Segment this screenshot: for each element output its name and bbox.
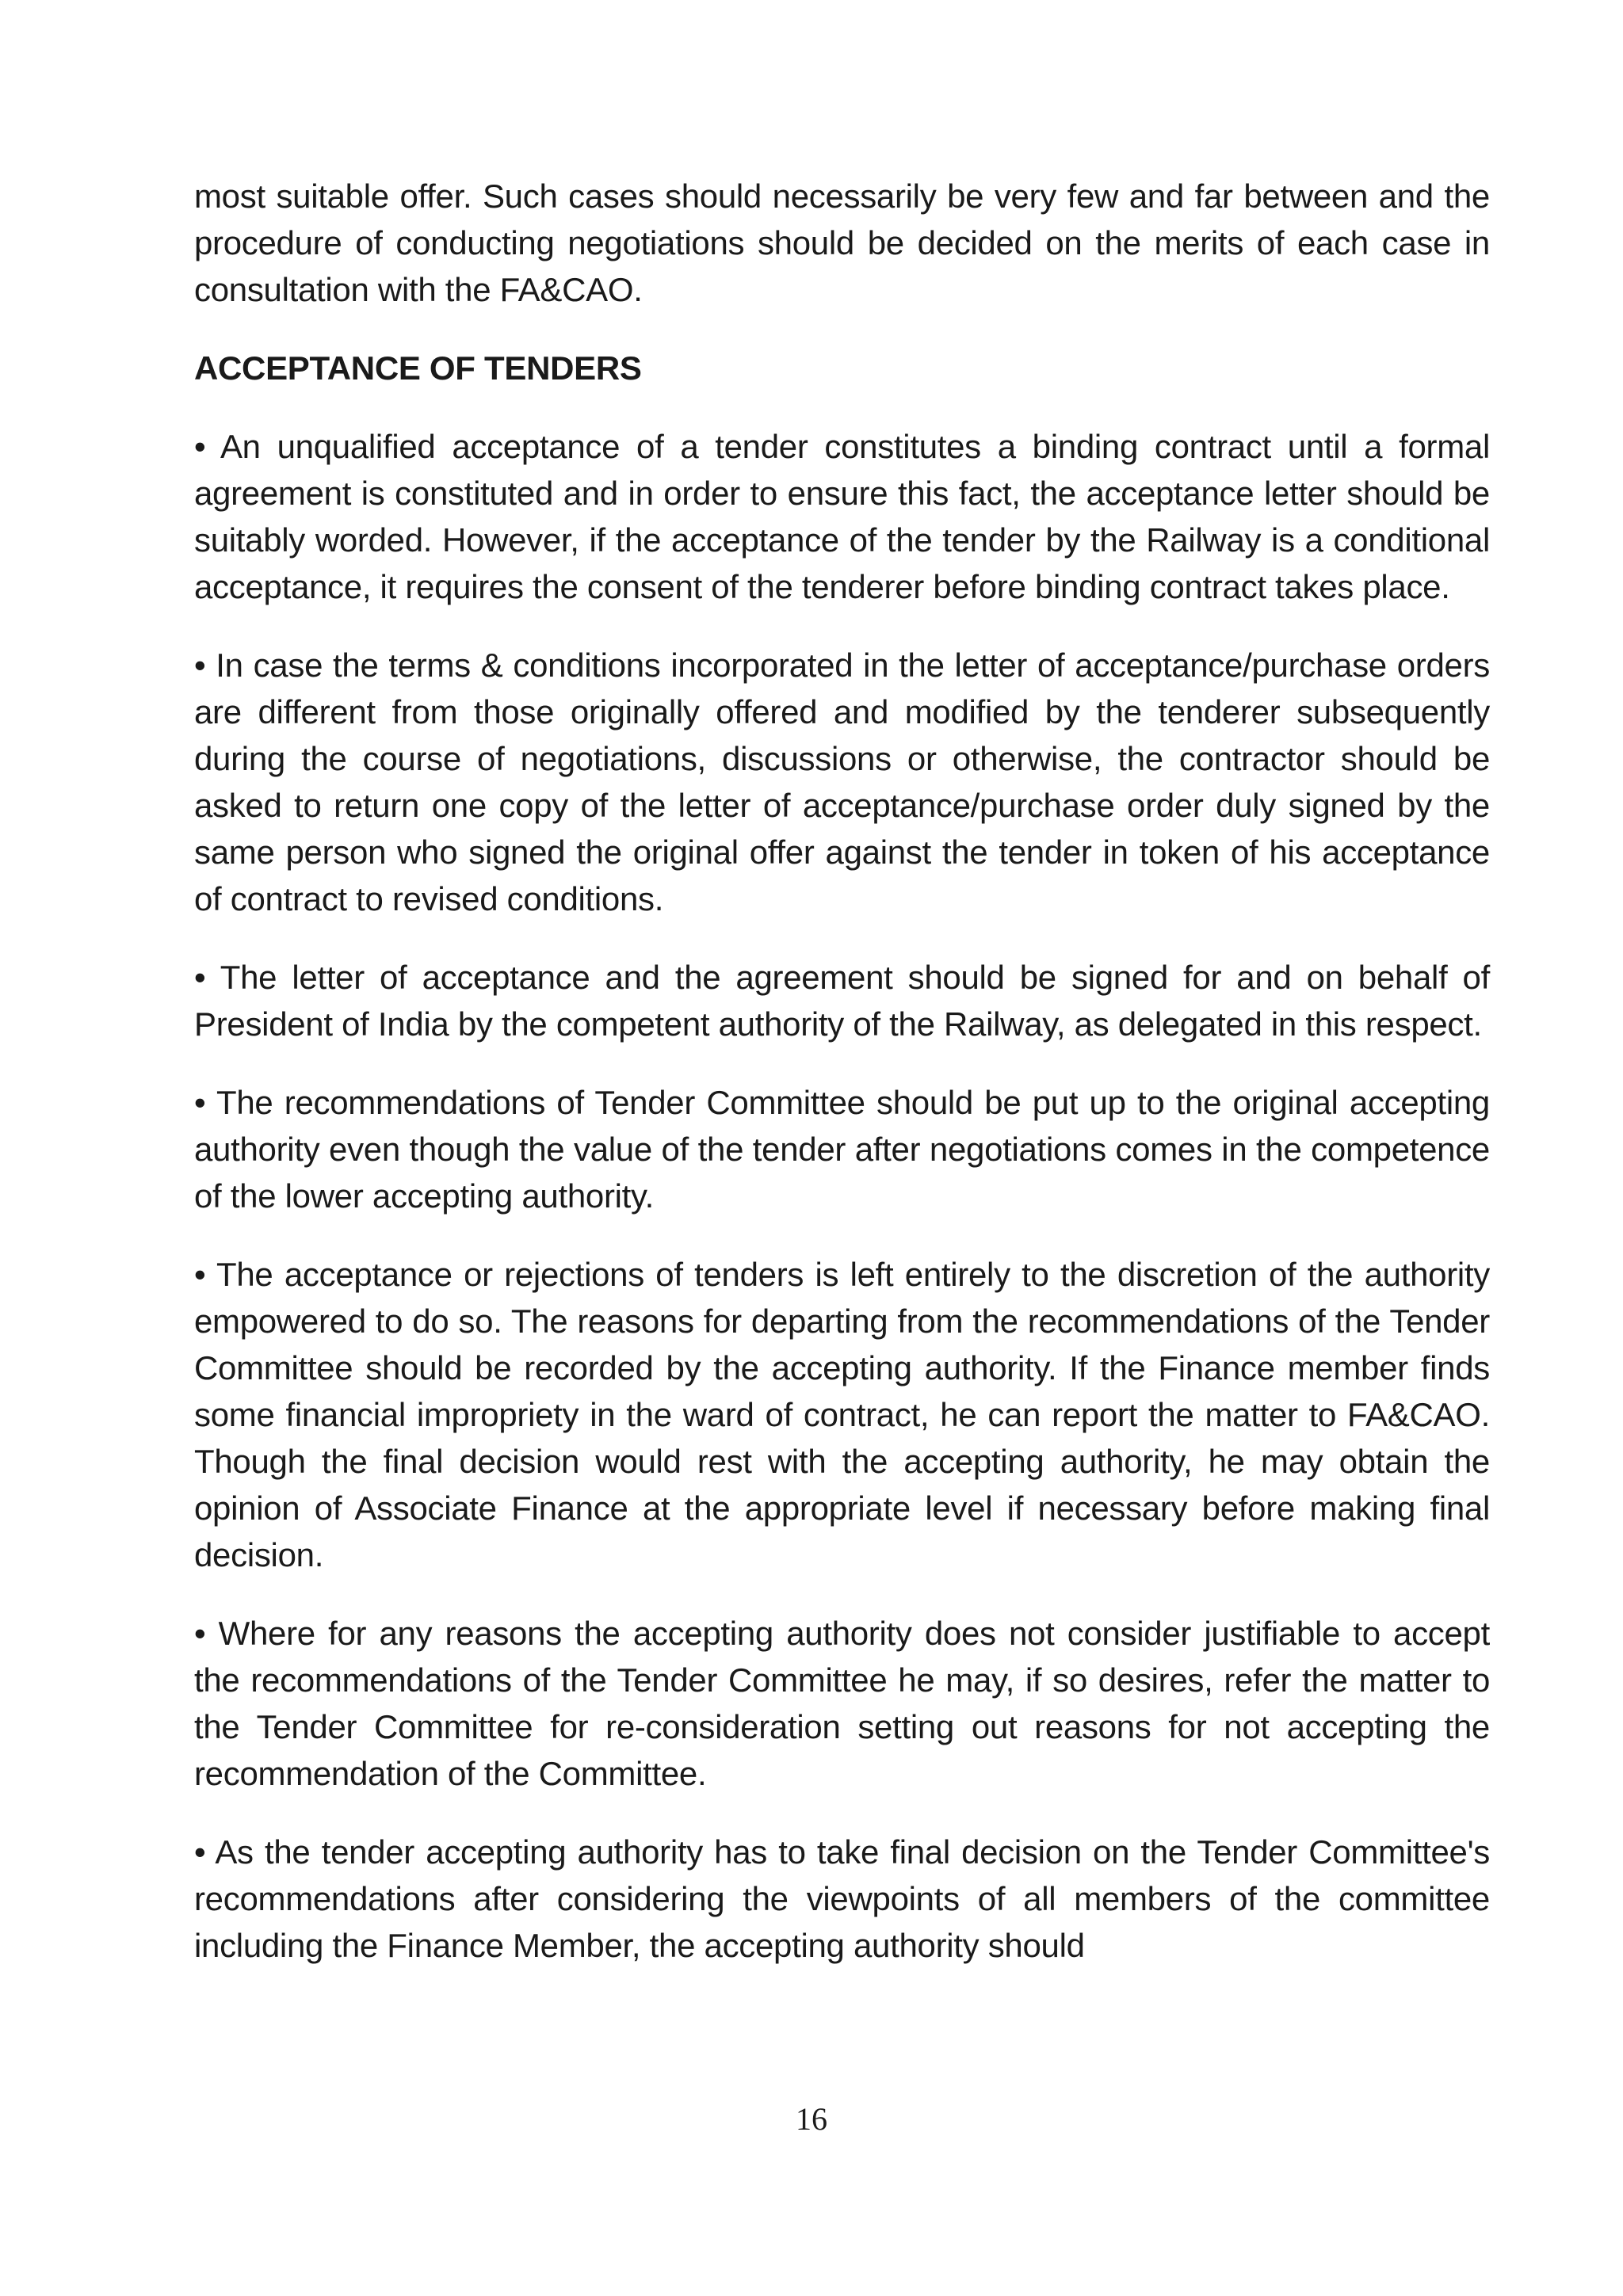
bullet-paragraph: • The letter of acceptance and the agreement should be signed for and on behalf of President of India by the competent authority of the Railway, as delegated in this respect.: [194, 959, 1490, 1043]
bullet-paragraph: • The acceptance or rejections of tenders is left entirely to the discretion of the authority empowered to do so. The reasons for departing from the recommendations of the Tender Committee should be recorded by the accepting authority. If the Finance member finds some financial impropriety in the ward of contract, he can report the matter to FA&CAO. Though the final decision would rest with the accepting authority, he may obtain the opinion of Associate Finance at the appropriate level if necessary before making final decision.: [194, 1256, 1490, 1573]
bullet-paragraph: • The recommendations of Tender Committee should be put up to the original accepting authority even though the value of the tender after negotiations comes in the competence of the lower accepting authority.: [194, 1084, 1490, 1215]
bullet-paragraph: • In case the terms & conditions incorporated in the letter of acceptance/purchase orders are different from those originally offered and modified by the tenderer subsequently during the course of negotiations, discussions or otherwise, the contractor should be asked to return one copy of the letter of acceptance/purchase order duly signed by the same person who signed the original offer against the tender in token of his acceptance of contract to revised conditions.: [194, 646, 1490, 917]
intro-paragraph: most suitable offer. Such cases should necessarily be very few and far between and the procedure of conducting negotiations should be decided on the merits of each case in consultation with the FA&CAO.: [194, 177, 1490, 308]
bullet-paragraph: • An unqualified acceptance of a tender constitutes a binding contract until a formal agreement is constituted and in order to ensure this fact, the acceptance letter should be suitably worded. However, if the acceptance of the tender by the Railway is a conditional acceptance, it requires the consent of the tenderer before binding contract takes place.: [194, 428, 1490, 605]
page-number: 16: [796, 2101, 827, 2137]
bullet-paragraph: • Where for any reasons the accepting authority does not consider justifiable to accept the recommendations of the Tender Committee he may, if so desires, refer the matter to the Tender Committee for re-consideration setting out reasons for not accepting the recommendation of the Committee.: [194, 1615, 1490, 1792]
bullet-paragraph: • As the tender accepting authority has to take final decision on the Tender Committee's recommendations after considering the viewpoints of all members of the committee including the Finance Member, the accepting authority should: [194, 1833, 1490, 1964]
section-heading: ACCEPTANCE OF TENDERS: [194, 349, 642, 387]
page-body: [194, 173, 1490, 2000]
